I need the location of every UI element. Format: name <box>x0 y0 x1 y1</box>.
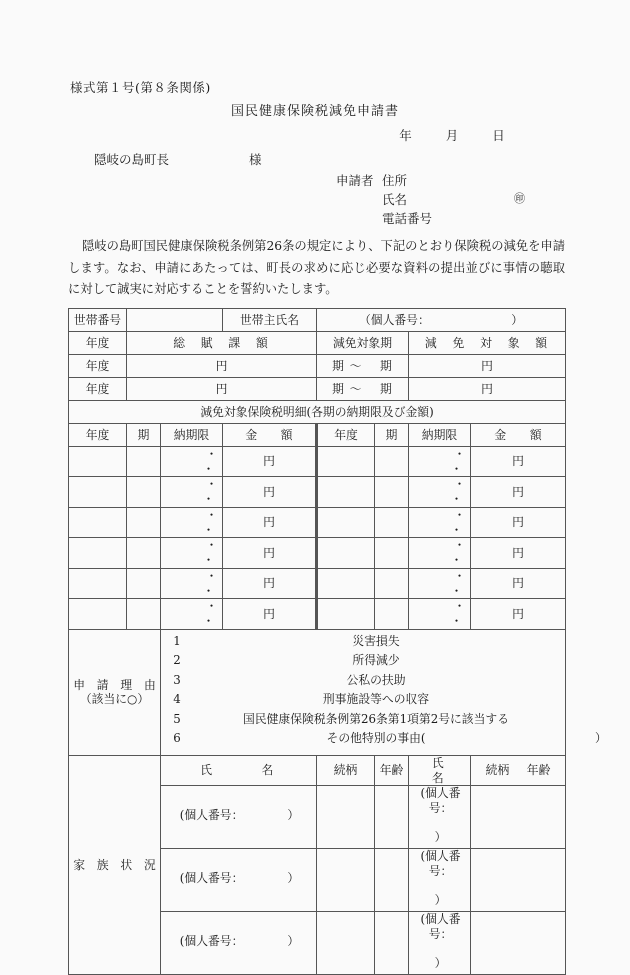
detail-amount-cell[interactable]: 円 <box>471 507 566 537</box>
form-number: 様式第１号(第８条関係) <box>70 80 211 95</box>
family-relation-age-cell[interactable] <box>471 786 566 849</box>
reason-text: 所得減少 <box>352 653 400 668</box>
detail-year-cell[interactable] <box>69 447 127 477</box>
reason-paren-close: ） <box>595 731 607 746</box>
page-title: 国民健康保険税減免申請書 <box>230 104 399 119</box>
detail-due-cell[interactable]: ・・ <box>409 568 471 598</box>
applicant-name-label: 氏名 <box>382 192 408 207</box>
household-number-value[interactable] <box>127 309 223 332</box>
detail-header-row <box>69 424 566 447</box>
family-relation-age-cell[interactable] <box>471 849 566 912</box>
summary-period-value[interactable]: 期 ～ 期 <box>317 355 409 378</box>
detail-term-cell[interactable] <box>127 538 161 568</box>
family-mynumber: (個人番号： ） <box>179 934 300 949</box>
family-age-cell[interactable] <box>375 849 409 912</box>
detail-due-header: 納期限 <box>409 424 471 447</box>
tax-summary-row <box>69 355 566 378</box>
detail-year-cell[interactable] <box>317 568 375 598</box>
date-month-label: 月 <box>445 128 459 143</box>
reason-number: 6 <box>173 731 181 746</box>
reason-item-4[interactable] <box>167 692 565 712</box>
summary-year-value[interactable]: 年度 <box>69 355 127 378</box>
family-age-cell[interactable] <box>375 786 409 849</box>
detail-amount-cell[interactable]: 円 <box>223 477 317 507</box>
detail-due-cell[interactable]: ・・ <box>161 447 223 477</box>
detail-term-cell[interactable] <box>375 447 409 477</box>
summary-total-value[interactable]: 円 <box>127 355 317 378</box>
reason-item-1[interactable] <box>167 634 565 654</box>
family-name-cell[interactable] <box>161 786 317 849</box>
mynumber-close: ） <box>511 312 524 327</box>
family-relation-header: 続柄 <box>317 755 375 785</box>
detail-amount-cell[interactable]: 円 <box>223 568 317 598</box>
reason-text: 国民健康保険税条例第26条第1項第2号に該当する <box>243 711 509 726</box>
detail-term-header: 期 <box>127 424 161 447</box>
addressee-line <box>94 150 262 168</box>
reason-item-3[interactable] <box>167 673 565 693</box>
tax-summary-header-row <box>69 332 566 355</box>
family-relation-header: 続柄 <box>485 763 510 778</box>
detail-due-cell[interactable]: ・・ <box>161 568 223 598</box>
reason-text: 災害損失 <box>352 633 400 648</box>
detail-year-cell[interactable] <box>317 599 375 629</box>
family-age-header: 年齢 <box>526 763 551 778</box>
detail-year-cell[interactable] <box>69 599 127 629</box>
reason-item-2[interactable] <box>167 653 565 673</box>
application-table <box>68 308 607 975</box>
applicant-phone-row <box>336 209 432 228</box>
family-relation-cell[interactable] <box>317 786 375 849</box>
reason-row <box>69 629 566 755</box>
detail-amount-cell[interactable]: 円 <box>471 568 566 598</box>
family-name-header: 氏 名 <box>161 755 317 785</box>
reason-label <box>69 629 161 755</box>
date-year-label: 年 <box>399 128 412 143</box>
detail-amount-header: 金 額 <box>471 424 566 447</box>
family-mynumber: (個人番号：） <box>420 786 461 845</box>
detail-amount-cell[interactable]: 円 <box>471 538 566 568</box>
reason-item-6[interactable] <box>167 731 607 751</box>
summary-amount-header: 減 免 対 象 額 <box>409 332 566 355</box>
family-mynumber: (個人番号：） <box>420 912 461 971</box>
family-name-cell[interactable] <box>161 912 317 975</box>
detail-term-cell[interactable] <box>375 599 409 629</box>
detail-amount-cell[interactable]: 円 <box>471 599 566 629</box>
reason-text: 公私の扶助 <box>346 672 406 687</box>
detail-due-cell[interactable]: ・・ <box>161 599 223 629</box>
family-name-cell[interactable] <box>409 849 471 912</box>
mynumber-open: （個人番号： <box>358 312 430 327</box>
applicant-label: 申請者 <box>336 173 374 188</box>
reason-number: 3 <box>173 672 181 687</box>
date-day-label: 日 <box>492 128 505 143</box>
household-number-label: 世帯番号 <box>69 309 127 332</box>
family-label: 家 族 状 況 <box>69 755 161 974</box>
applicant-block <box>336 171 525 228</box>
family-relation-age-cell[interactable] <box>471 912 566 975</box>
summary-total-value[interactable]: 円 <box>127 378 317 401</box>
detail-term-cell[interactable] <box>375 507 409 537</box>
detail-due-cell[interactable]: ・・ <box>409 477 471 507</box>
family-header-row <box>69 755 566 785</box>
family-mynumber: (個人番号： ） <box>179 808 300 823</box>
detail-year-cell[interactable] <box>317 538 375 568</box>
applicant-phone-label: 電話番号 <box>382 211 433 226</box>
summary-amount-value[interactable]: 円 <box>409 378 566 401</box>
detail-term-cell[interactable] <box>375 568 409 598</box>
family-relation-cell[interactable] <box>317 849 375 912</box>
detail-due-cell[interactable]: ・・ <box>161 477 223 507</box>
detail-year-header: 年度 <box>317 424 375 447</box>
detail-due-header: 納期限 <box>161 424 223 447</box>
tax-summary-row <box>69 378 566 401</box>
detail-banner: 減免対象保険税明細(各期の納期限及び金額) <box>69 401 566 424</box>
summary-period-value[interactable]: 期 ～ 期 <box>317 378 409 401</box>
table-row <box>69 447 566 477</box>
summary-total-header: 総 賦 課 額 <box>127 332 317 355</box>
reason-text: その他特別の事由( ） <box>326 731 607 746</box>
household-head-label: 世帯主氏名 <box>223 309 317 332</box>
reason-label-line2: （該当に○） <box>79 692 150 707</box>
detail-term-cell[interactable] <box>375 477 409 507</box>
detail-term-header: 期 <box>375 424 409 447</box>
detail-year-cell[interactable] <box>317 507 375 537</box>
detail-year-cell[interactable] <box>317 447 375 477</box>
family-age-header: 年齢 <box>375 755 409 785</box>
reason-list <box>161 629 607 755</box>
detail-amount-cell[interactable]: 円 <box>223 538 317 568</box>
detail-banner-row <box>69 401 566 424</box>
family-name-cell[interactable] <box>409 786 471 849</box>
household-row <box>69 309 566 332</box>
detail-term-cell[interactable] <box>127 568 161 598</box>
family-name-cell[interactable] <box>409 912 471 975</box>
seal-icon: ㊞ <box>514 192 525 205</box>
summary-amount-value[interactable]: 円 <box>409 355 566 378</box>
table-row <box>69 477 566 507</box>
summary-period-header: 減免対象期 <box>317 332 409 355</box>
detail-term-cell[interactable] <box>127 599 161 629</box>
detail-year-cell[interactable] <box>317 477 375 507</box>
table-row <box>69 568 566 598</box>
household-mynumber-cell[interactable] <box>317 309 566 332</box>
detail-amount-header: 金 額 <box>223 424 317 447</box>
summary-year-header: 年度 <box>69 332 127 355</box>
detail-amount-cell[interactable]: 円 <box>223 599 317 629</box>
detail-due-cell[interactable]: ・・ <box>409 507 471 537</box>
family-mynumber: (個人番号： ） <box>179 871 300 886</box>
reason-label-line1: 申 請 理 由 <box>73 677 156 692</box>
detail-term-cell[interactable] <box>375 538 409 568</box>
reason-number: 4 <box>173 692 181 707</box>
addressee-honorific: 様 <box>249 152 262 167</box>
reason-number: 2 <box>173 653 181 668</box>
family-age-cell[interactable] <box>375 912 409 975</box>
detail-due-cell[interactable]: ・・ <box>409 447 471 477</box>
reason-text: 刑事施設等への収容 <box>322 692 430 707</box>
detail-amount-cell[interactable]: 円 <box>223 507 317 537</box>
family-name-header: 氏 名 <box>409 755 471 785</box>
reason-number: 1 <box>173 633 181 648</box>
detail-amount-cell[interactable]: 円 <box>471 477 566 507</box>
date-line <box>0 126 630 144</box>
detail-term-cell[interactable] <box>127 447 161 477</box>
detail-year-cell[interactable] <box>69 568 127 598</box>
addressee-name: 隠岐の島町長 <box>94 152 170 167</box>
detail-year-cell[interactable] <box>69 538 127 568</box>
applicant-address-label: 住所 <box>382 173 408 188</box>
detail-year-cell[interactable] <box>69 477 127 507</box>
detail-amount-cell[interactable]: 円 <box>471 447 566 477</box>
family-relation-cell[interactable] <box>317 912 375 975</box>
detail-year-header: 年度 <box>69 424 127 447</box>
intro-paragraph: 隠岐の島町国民健康保険税条例第26条の規定により、下記のとおり保険税の減免を申請します。なお、申請にあたっては、町長の求めに応じ必要な資料の提出並びに事情の聴取に対して誠実に対応することを誓約いたします。 <box>68 239 565 296</box>
detail-amount-cell[interactable]: 円 <box>223 447 317 477</box>
reason-item-5[interactable] <box>167 712 565 732</box>
table-row <box>69 599 566 629</box>
applicant-name-row <box>336 190 525 209</box>
family-name-cell[interactable] <box>161 849 317 912</box>
detail-due-cell[interactable]: ・・ <box>161 538 223 568</box>
table-row <box>69 507 566 537</box>
applicant-address-row <box>336 171 432 190</box>
detail-due-cell[interactable]: ・・ <box>161 507 223 537</box>
family-mynumber: (個人番号：） <box>420 849 461 908</box>
detail-term-cell[interactable] <box>127 477 161 507</box>
table-row <box>69 538 566 568</box>
detail-year-cell[interactable] <box>69 507 127 537</box>
detail-due-cell[interactable]: ・・ <box>409 538 471 568</box>
detail-due-cell[interactable]: ・・ <box>409 599 471 629</box>
reason-number: 5 <box>173 711 181 726</box>
detail-term-cell[interactable] <box>127 507 161 537</box>
summary-year-value[interactable]: 年度 <box>69 378 127 401</box>
